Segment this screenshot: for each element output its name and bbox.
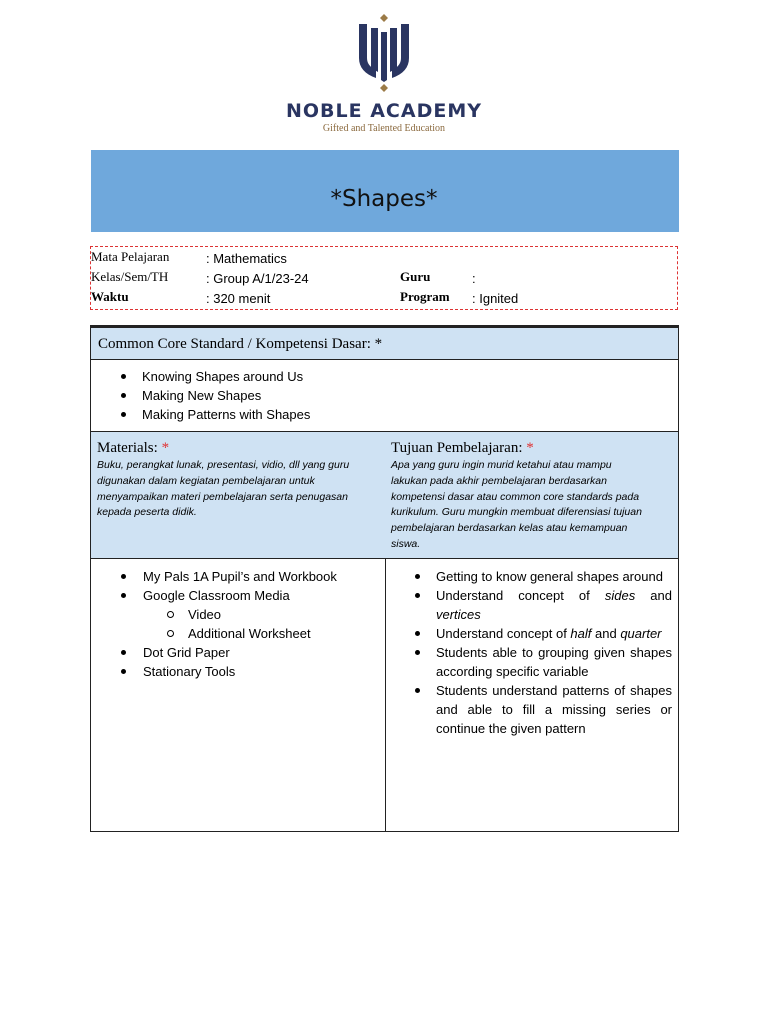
list-item <box>386 643 678 681</box>
objective-text: and <box>635 588 672 603</box>
materials-list <box>91 567 385 681</box>
objective-text: Getting to know general shapes around <box>436 569 663 584</box>
list-item <box>386 586 678 624</box>
class-value: : Group A/1/23-24 <box>206 271 309 286</box>
objectives-heading-text: Tujuan Pembelajaran: <box>391 440 523 456</box>
objectives-list <box>386 567 678 738</box>
lesson-table <box>90 325 679 832</box>
teacher-value: : <box>472 271 476 286</box>
objectives-description <box>391 458 672 553</box>
description-line: pembelajaran berdasarkan kelas atau kemampuan <box>391 522 628 535</box>
standards-list <box>91 369 678 426</box>
description-line: Apa yang guru ingin murid ketahui atau mampu <box>391 459 612 471</box>
list-item <box>386 624 678 643</box>
description-line: Buku, perangkat lunak, presentasi, vidio, dll yang guru <box>97 459 350 471</box>
list-item <box>386 681 678 738</box>
lesson-info <box>90 246 678 310</box>
required-star: * <box>526 440 534 456</box>
program-value: : Ignited <box>472 291 519 306</box>
list-item: Making Patterns with Shapes <box>91 407 678 426</box>
description-line: kepada peserta didik. <box>97 506 197 519</box>
class-label: Kelas/Sem/TH <box>91 269 169 284</box>
teacher-label: Guru <box>400 269 431 284</box>
standards-header <box>91 326 678 360</box>
academy-logo <box>0 14 768 134</box>
materials-heading-text: Materials: <box>97 440 158 456</box>
brand-name: NOBLE ACADEMY <box>285 100 482 122</box>
description-line: menyampaikan materi pembelajaran serta penugasan <box>97 490 348 503</box>
list-item <box>386 567 678 586</box>
page-title: *Shapes* <box>330 186 438 212</box>
objective-emphasis: quarter <box>620 626 662 641</box>
objective-text: Understand concept of <box>436 588 605 603</box>
time-value: : 320 menit <box>206 291 271 306</box>
required-star: * <box>161 440 170 456</box>
subject-label: Mata Pelajaran <box>91 249 170 264</box>
list-item: Stationary Tools <box>91 662 385 681</box>
subject-value: : Mathematics <box>206 251 287 266</box>
description-line: digunakan dalam kegiatan pembelajaran untuk <box>97 474 315 487</box>
objective-text: and <box>591 626 621 641</box>
description-line: kurikulum. Guru mungkin membuat diferensiasi tujuan <box>391 506 642 519</box>
description-line: lakukan pada akhir pembelajaran berdasarkan <box>391 474 607 487</box>
program-label: Program <box>400 289 450 304</box>
objective-emphasis: half <box>570 626 592 641</box>
brand-tagline: Gifted and Talented Education <box>322 123 446 134</box>
materials-header <box>91 431 386 559</box>
list-item: Knowing Shapes around Us <box>91 369 678 388</box>
list-item: Dot Grid Paper <box>91 643 385 662</box>
standards-heading: Common Core Standard / Kompetensi Dasar: * <box>98 336 383 352</box>
list-subitem: Additional Worksheet <box>91 624 385 643</box>
list-item: My Pals 1A Pupil’s and Workbook <box>91 567 385 586</box>
objective-text: Students able to grouping given shapes according specific variable <box>436 645 672 679</box>
list-item: Making New Shapes <box>91 388 678 407</box>
list-item: Google Classroom Media <box>91 586 385 605</box>
materials-description <box>97 458 377 521</box>
materials-heading <box>97 440 169 457</box>
objective-text: Understand concept of <box>436 626 571 641</box>
crest-icon <box>354 14 414 96</box>
objective-emphasis: vertices <box>436 607 481 622</box>
objectives-heading <box>391 440 534 457</box>
description-line: kompetensi dasar atau common core standards pada <box>391 490 640 503</box>
objectives-header <box>385 431 678 559</box>
description-line: siswa. <box>391 537 421 550</box>
objective-emphasis: sides <box>604 588 636 603</box>
list-subitem: Video <box>91 605 385 624</box>
time-label: Waktu <box>91 289 129 304</box>
objective-text: Students understand patterns of shapes and able to fill a missing series or continue the given pattern <box>436 683 672 736</box>
